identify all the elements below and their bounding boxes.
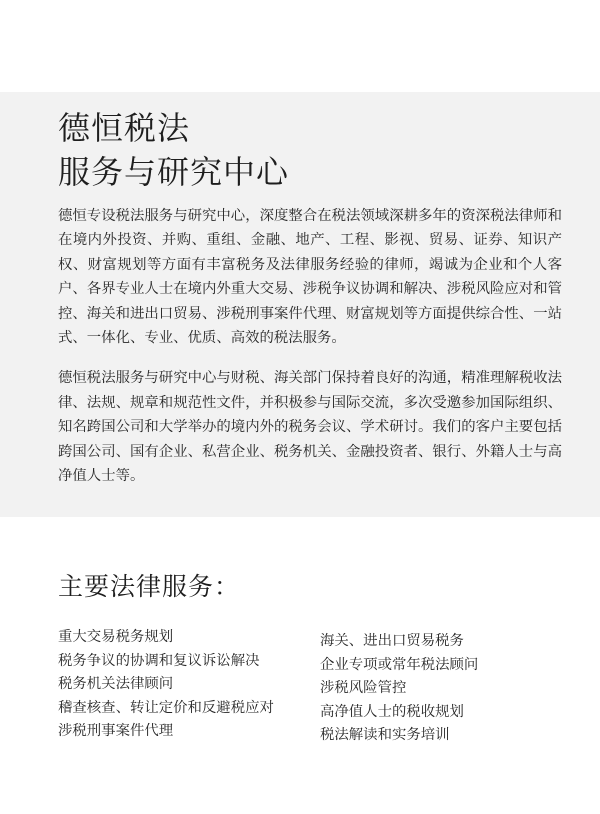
services-list-left	[58, 626, 320, 748]
service-item: 税务机关法律顾问	[58, 676, 174, 692]
intro-paragraph-2: 德恒税法服务与研究中心与财税、海关部门保持着良好的沟通，精准理解税收法律、法规、规章和规范性文件，并积极参与国际交流，多次受邀参加国际组织、知名跨国公司和大学举办的境内外的税务会议、学术研讨。我们的客户主要包括跨国公司、国有企业、私营企业、税务机关、金融投资者、银行、外籍人士与高净值人士等。	[58, 370, 562, 485]
services-list-right	[320, 626, 478, 748]
intro-paragraph-1: 德恒专设税法服务与研究中心，深度整合在税法领域深耕多年的资深税法律师和在境内外投资、并购、重组、金融、地产、工程、影视、贸易、证券、知识产权、财富规划等方面有丰富税务及法律服务经验的律师，竭诚为企业和个人客户、各界专业人士在境内外重大交易、涉税争议协调和解决、涉税风险应对和管控、海关和进出口贸易、涉税刑事案件代理、财富规划等方面提供综合性、一站式、一体化、专业、优质、高效的税法服务。	[58, 208, 562, 347]
service-item: 重大交易税务规划	[58, 629, 174, 645]
intro-title	[58, 106, 562, 194]
service-item: 高净值人士的税收规划	[320, 703, 464, 720]
service-item: 涉税风险管控	[320, 680, 407, 696]
services-columns	[58, 626, 568, 748]
intro-section	[0, 92, 600, 517]
service-item: 税务争议的协调和复议诉讼解决	[58, 652, 260, 669]
service-item: 稽查核查、转让定价和反避税应对	[58, 699, 274, 716]
services-section	[58, 570, 568, 748]
service-item: 税法解读和实务培训	[320, 727, 450, 743]
intro-title-line-2: 服务与研究中心	[58, 153, 290, 191]
service-item: 企业专项或常年税法顾问	[320, 656, 479, 673]
services-title: 主要法律服务：	[58, 572, 241, 601]
intro-title-line-1: 德恒税法	[58, 109, 191, 147]
service-item: 涉税刑事案件代理	[58, 723, 174, 739]
service-item: 海关、进出口贸易税务	[320, 633, 464, 649]
